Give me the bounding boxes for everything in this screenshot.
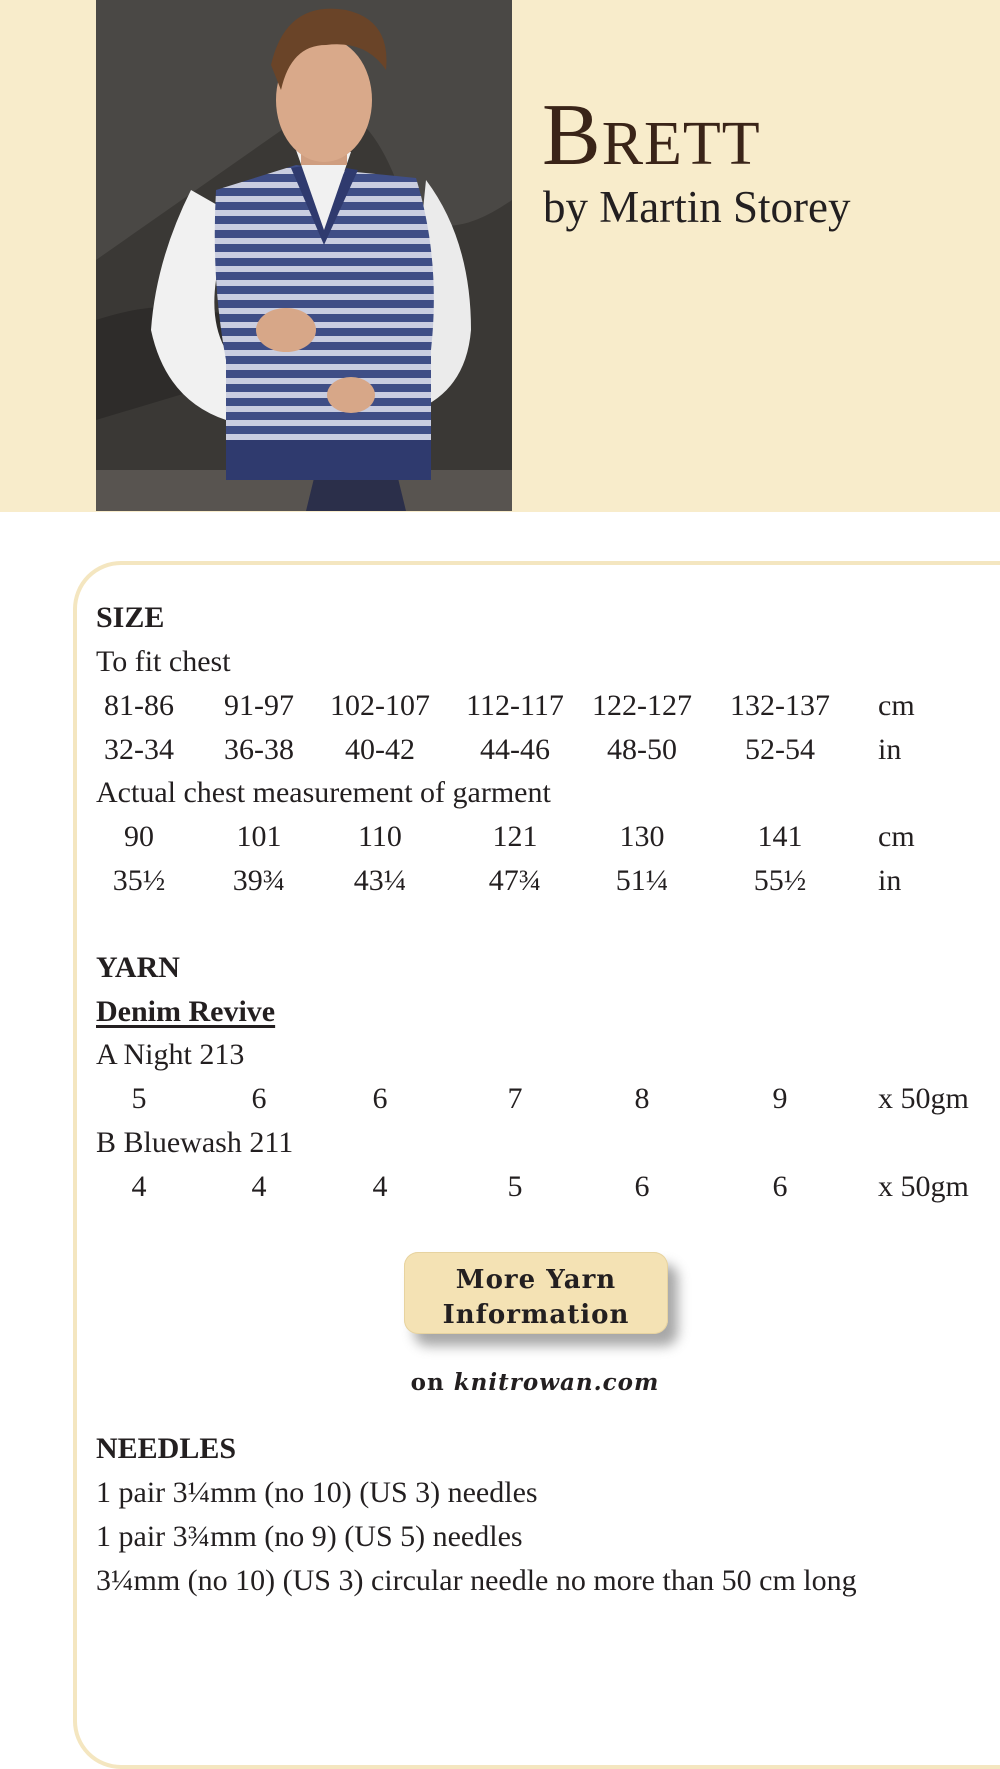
actual-cm-row <box>0 822 1000 856</box>
size-cell: 81-86 <box>104 689 174 722</box>
size-cell: 35½ <box>112 864 166 897</box>
qty-cell: 6 <box>772 1170 788 1203</box>
size-cell: 52-54 <box>745 733 815 766</box>
size-cell: 48-50 <box>607 733 677 766</box>
more-yarn-information-button[interactable] <box>404 1252 668 1334</box>
qty-cell: 4 <box>372 1170 388 1203</box>
fit-chest-label: To fit chest <box>96 645 231 678</box>
header-panel <box>0 0 1000 512</box>
button-label-line2: Information <box>442 1300 630 1330</box>
size-cell: 47¾ <box>488 864 542 897</box>
qty-cell: 4 <box>251 1170 267 1203</box>
unit-label: x 50gm <box>878 1082 969 1115</box>
yarn-a-label: A Night 213 <box>96 1038 245 1071</box>
yarn-b-label: B Bluewash 211 <box>96 1126 294 1159</box>
qty-cell: 9 <box>772 1082 788 1115</box>
size-cell: 36-38 <box>224 733 294 766</box>
qty-cell: 6 <box>251 1082 267 1115</box>
actual-chest-label: Actual chest measurement of garment <box>96 776 551 809</box>
yarn-b-qty-row <box>0 1172 1000 1206</box>
size-cell: 121 <box>492 820 538 853</box>
size-cell: 122-127 <box>592 689 692 722</box>
size-cell: 43¼ <box>353 864 407 897</box>
qty-cell: 5 <box>507 1170 523 1203</box>
yarn-heading: YARN <box>96 951 180 984</box>
website-note <box>0 1369 1000 1396</box>
needle-item: 1 pair 3¼mm (no 10) (US 3) needles <box>96 1476 538 1509</box>
button-label-line1: More Yarn <box>455 1265 617 1295</box>
size-heading: SIZE <box>96 601 165 634</box>
size-cell: 55½ <box>753 864 807 897</box>
qty-cell: 7 <box>507 1082 523 1115</box>
pattern-title: Brett <box>542 87 761 184</box>
unit-label: x 50gm <box>878 1170 969 1203</box>
qty-cell: 5 <box>131 1082 147 1115</box>
size-cell: 102-107 <box>330 689 430 722</box>
qty-cell: 6 <box>634 1170 650 1203</box>
size-cell: 91-97 <box>224 689 294 722</box>
size-cell: 132-137 <box>730 689 830 722</box>
size-cell: 32-34 <box>104 733 174 766</box>
on-text: on <box>410 1369 445 1396</box>
designer-byline: by Martin Storey <box>543 182 851 232</box>
qty-cell: 6 <box>372 1082 388 1115</box>
size-cell: 39¾ <box>232 864 286 897</box>
fit-in-row <box>0 735 1000 769</box>
size-cell: 90 <box>124 820 154 853</box>
size-cell: 101 <box>236 820 282 853</box>
size-cell: 112-117 <box>466 689 564 722</box>
size-cell: 141 <box>757 820 803 853</box>
yarn-name: Denim Revive <box>96 995 276 1028</box>
unit-label: in <box>878 864 902 897</box>
unit-label: cm <box>878 820 915 853</box>
needle-item: 3¼mm (no 10) (US 3) circular needle no more than 50 cm long <box>96 1564 857 1597</box>
yarn-a-qty-row <box>0 1084 1000 1118</box>
size-cell: 51¼ <box>615 864 669 897</box>
actual-in-row <box>0 866 1000 900</box>
size-cell: 130 <box>619 820 665 853</box>
model-photo <box>96 0 512 511</box>
needles-heading: NEEDLES <box>96 1432 237 1465</box>
size-cell: 110 <box>358 820 402 853</box>
needle-item: 1 pair 3¾mm (no 9) (US 5) needles <box>96 1520 523 1553</box>
size-cell: 44-46 <box>480 733 550 766</box>
unit-label: cm <box>878 689 915 722</box>
unit-label: in <box>878 733 902 766</box>
website-link[interactable]: knitrowan.com <box>453 1369 660 1396</box>
size-cell: 40-42 <box>345 733 415 766</box>
qty-cell: 8 <box>634 1082 650 1115</box>
qty-cell: 4 <box>131 1170 147 1203</box>
fit-cm-row <box>0 691 1000 725</box>
